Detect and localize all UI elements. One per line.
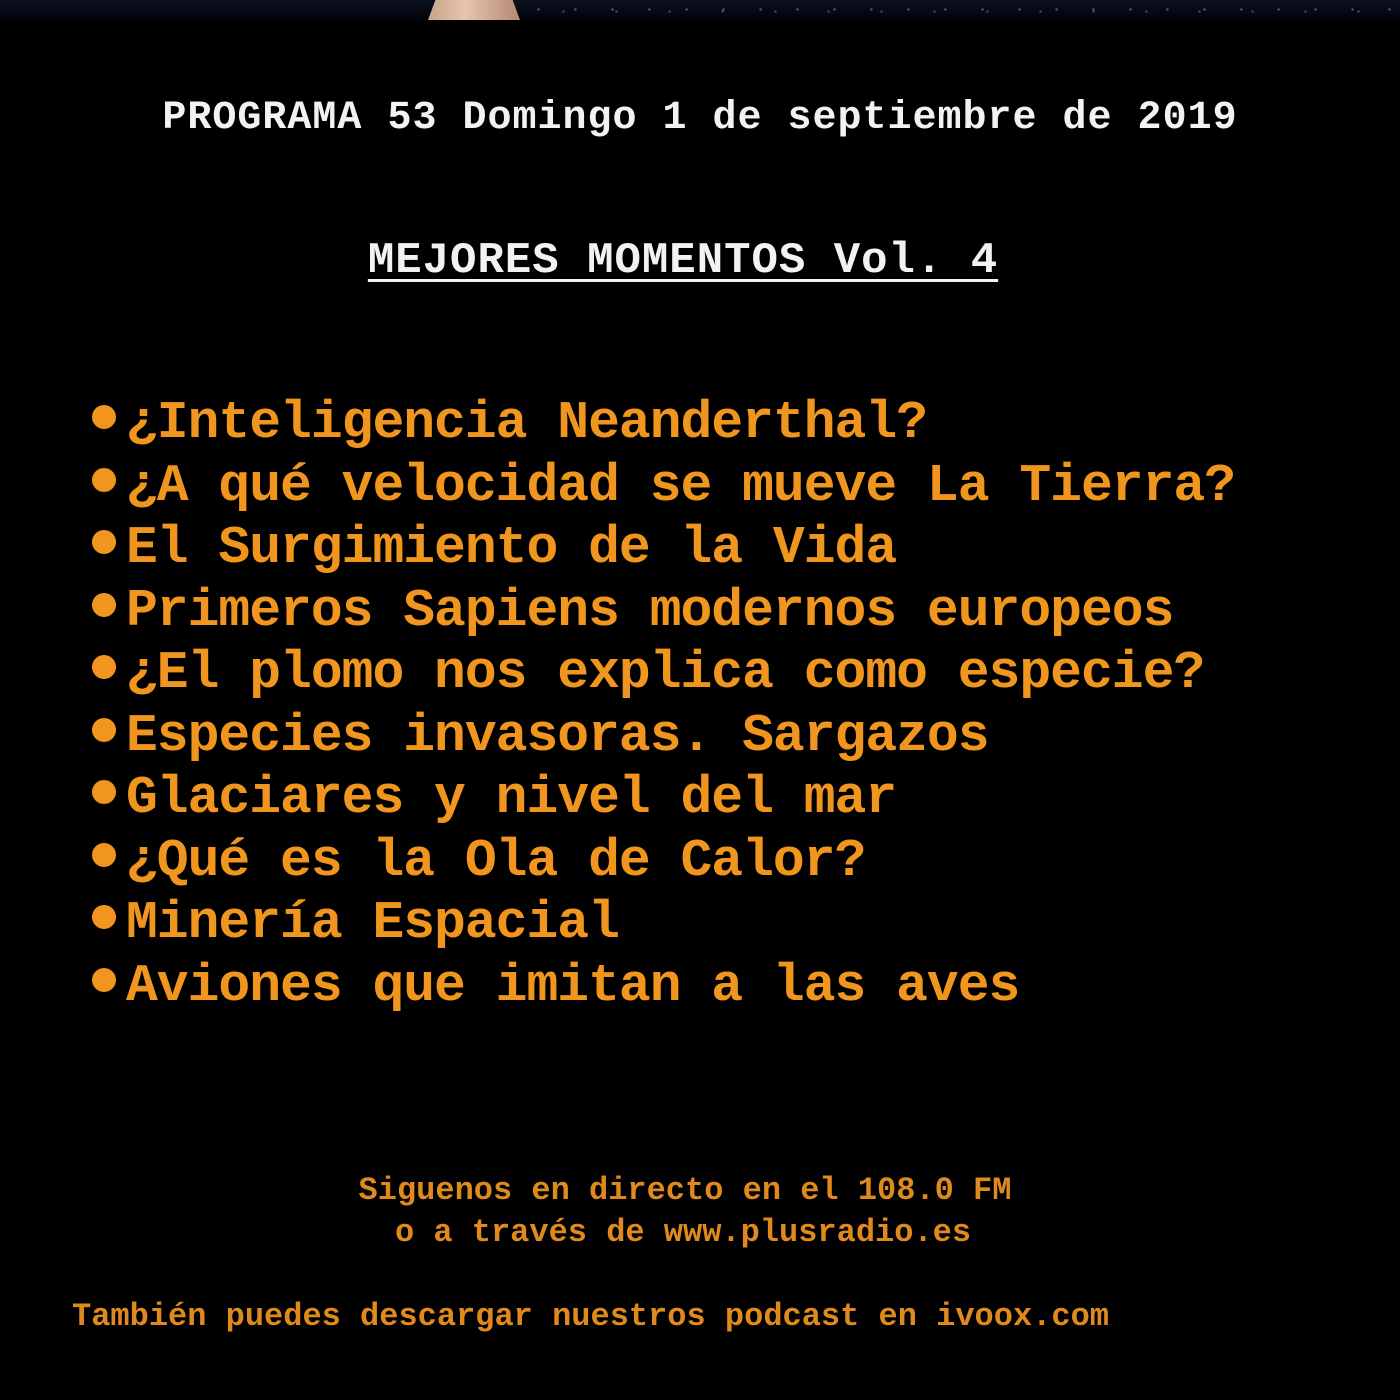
program-title: PROGRAMA 53 Domingo 1 de septiembre de 2019 [162, 96, 1238, 141]
topic-item [92, 767, 1392, 830]
topic-item [92, 955, 1392, 1018]
topic-item [92, 392, 1392, 455]
topic-item [92, 517, 1392, 580]
topic-label: ¿Inteligencia Neanderthal? [126, 393, 927, 454]
bullet-icon [92, 593, 116, 617]
topic-label: Primeros Sapiens modernos europeos [126, 580, 1174, 641]
topic-item [92, 455, 1392, 518]
top-banner-strip [0, 0, 1400, 20]
topic-list [92, 392, 1392, 1017]
bullet-icon [92, 655, 116, 679]
bullet-icon [92, 530, 116, 554]
topic-item [92, 892, 1392, 955]
topic-label: ¿El plomo nos explica como especie? [126, 643, 1205, 704]
topic-item [92, 580, 1392, 643]
bullet-icon [92, 968, 116, 992]
podcast-download-info: También puedes descargar nuestros podcast en ivoox.com [72, 1298, 1109, 1335]
bullet-icon [92, 468, 116, 492]
topic-label: ¿Qué es la Ola de Calor? [126, 830, 866, 891]
bullet-icon [92, 843, 116, 867]
website-info: o a través de www.plusradio.es [394, 1214, 972, 1251]
topic-item [92, 705, 1392, 768]
live-broadcast-info: Siguenos en directo en el 108.0 FM [358, 1172, 1012, 1209]
topic-label: Minería Espacial [126, 893, 619, 954]
bullet-icon [92, 905, 116, 929]
starfield-background [520, 4, 1400, 16]
episode-subtitle-text: MEJORES MOMENTOS Vol. 4 [367, 236, 999, 286]
photo-fragment [428, 0, 520, 20]
bullet-icon [92, 405, 116, 429]
bullet-icon [92, 718, 116, 742]
bullet-icon [92, 780, 116, 804]
topic-item [92, 830, 1392, 893]
topic-label: Glaciares y nivel del mar [126, 768, 897, 829]
topic-label: El Surgimiento de la Vida [126, 518, 897, 579]
topic-item [92, 642, 1392, 705]
topic-label: Aviones que imitan a las aves [126, 955, 1020, 1016]
topic-label: Especies invasoras. Sargazos [126, 705, 989, 766]
episode-subtitle [0, 236, 1366, 286]
topic-label: ¿A qué velocidad se mueve La Tierra? [126, 455, 1235, 516]
